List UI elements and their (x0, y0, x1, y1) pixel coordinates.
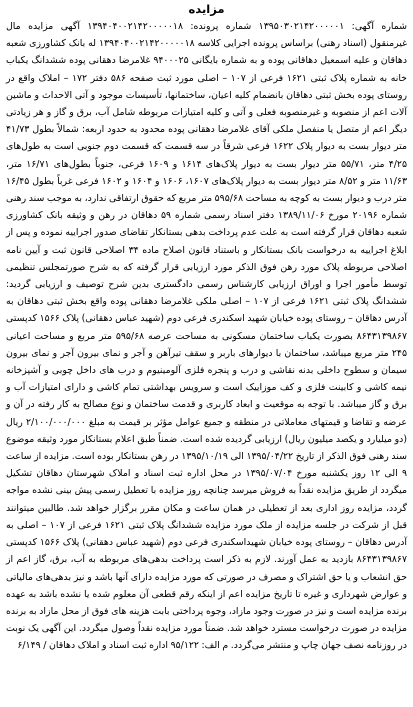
notice-title: مزایده (188, 2, 225, 16)
notice-body: شماره آگهی: ۱۳۹۵۰۳۰۲۱۴۲۰۰۰۰۰۱ شماره پرونده: ۱۳۹۴۰۴۰۰۲۱۴۲۰۰۰۰۰۱۸ آگهی مزایده مال غیرمنقول (اسناد رهنی) براساس پرونده اجرایی کلاسه ۱۳۹۴۰۴۰۰۲۱۴۲۰۰۰۰۰۱۸ له بانک کشاورزی شعبه دهاقان و علیه اسمعیل دهاقانی پوده و به شماره بایگانی ۹۴۰۰۰۲۵ غلامرضا دهقانی پوده ششدانگ یکباب خانه به شماره پلاک ثبتی ۱۶۲۱ فرعی از ۱۰۷ – اصلی مورد ثبت صفحه ۵۸۶ دفتر ۱۷۲ – املاک واقع در روستای پوده بخش ثبتی دهاقان بانضمام کلیه اعیان، ساختمانها، تأسیسات موجود و آتی الاحداث و ماشین آلات اعم از منصوبه و غیرمنصوبه فعلی و آتی و کلیه امتیازات مربوطه شامل آب، برق و گاز و هر زیادتی دیگر اعم از متصل یا منفصل ملکی آقای غلامرضا دهقانی پوده محدود به حدود اربعه: شمالاً بطول ۴۱/۷۳ متر دیوار بست به دیوار پلاک ۱۶۲۲ فرعی شرقاً در سه قسمت که قسمت دوم جنوبی است به طول‌های ۴/۲۵ متر، ۵۵/۷۱ متر دیوار بست به دیوار پلاک‌های ۱۶۱۴ و ۱۶۰۹ فرعی، جنوباً بطول‌های ۱۶/۷۱ متر، ۱۱/۶۳ متر و ۸/۵۲ متر دیوار بست به دیوار پلاک‌های ۱۶۰۷، ۱۶۰۶ و ۱۶۰۴ و ۱۶۰۲ فرعی غرباً بطول ۱۶/۴۵ متر درب و دیوار بست به کوچه به مساحت ۵۹۵/۶۸ متر مربع که حقوق ارتفاقی ندارد، به موجب سند رهنی شماره ۲۰۱۹۶ مورخ ۱۳۸۹/۱۱/۰۶ دفتر اسناد رسمی شماره ۵۹ دهاقان در رهن و وثیقه بانک کشاورزی شعبه دهاقان قرار گرفته است به علت عدم پرداخت بدهی بستانکار تقاضای صدور اجراییه نموده و پس از ابلاغ اجراییه به درخواست بانک بستانکار و باستناد قانون اصلاح ماده ۳۴ اصلاحی قانون ثبت و آیین نامه اصلاحی مربوطه پلاک مورد رهن فوق الذکر مورد ارزیابی قرار گرفته که به شرح صورتمجلس تنظیمی توسط مأمور اجرا و اوراق ارزیابی کارشناس رسمی دادگستری بدین شرح توصیف و ارزیابی گردید: ششدانگ پلاک ثبتی ۱۶۲۱ فرعی از ۱۰۷ – اصلی ملکی غلامرضا دهقانی پوده واقع بخش ثبتی دهاقان به آدرس دهاقان – روستای پوده خیابان شهید اسکندری فرعی دوم (شهید عباس دهقانی) پلاک ۱۵۶۶ کدپستی ۸۶۴۳۱۳۹۸۶۷ بصورت یکباب ساختمان مسکونی به مساحت عرصه ۵۹۵/۶۸ متر مربع و مساحت اعیانی ۲۴۵ متر مربع میباشد، ساختمان با دیوارهای باربر و سقف تیرآهن و آجر و نمای بیرون آجر و نمای بیرون سیمان و سطوح داخلی بدنه نقاشی و درب و پنجره فلزی آلومینیوم و درب های داخل چوبی و آشپزخانه نیمه کاشی و کابینت فلزی و کف موزاییک است و سرویس بهداشتی تمام کاشی و دارای امتیازات آب و برق و گاز میباشد. با توجه به موقعیت و ابعاد کاربری و قدمت ساختمان و نوع مصالح به کار رفته در آن و عرضه و تقاضا و قیمتهای معاملاتی در منطقه و جمیع عوامل مؤثر بر قیمت به مبلغ ۲/۱۰۰/۰۰۰/۰۰۰ ریال (دو میلیارد و یکصد میلیون ریال) ارزیابی گردیده شده است. ضمناً طبق اعلام بستانکار مورد وثیقه موضوع سند رهنی فوق الذکر از تاریخ ۱۳۹۵/۰۴/۲۲ الی ۱۳۹۵/۱۰/۱۹ در رهن بستانکار بوده است. مزایده از ساعت ۹ الی ۱۲ روز یکشنبه مورخ ۱۳۹۵/۰۷/۰۴ در محل اداره ثبت اسناد و املاک شهرستان دهاقان تشکیل میگردد از طریق مزایده نقداً به فروش میرسد چنانچه روز مزایده با تعطیل رسمی پیش بینی نشده مواجه گردد، مزایده روز اداری بعد از تعطیلی در همان ساعت و مکان مقرر برگزار خواهد شد. طالبین میتوانند قبل از شرکت در جلسه مزایده از ملک مورد مزایده ششدانگ پلاک ثبتی ۱۶۲۱ فرعی از ۱۰۷ – اصلی به آدرس دهاقان – روستای پوده خیابان شهیداسکندری فرعی دوم (شهید عباس دهقانی) پلاک ۱۵۶۶ کدپستی ۸۶۴۳۱۳۹۸۶۷ بازدید به عمل آورند. لازم به ذکر است پرداخت بدهی‌های مربوطه به آب، برق، گاز اعم از حق انشعاب و یا حق اشتراک و مصرف در صورتی که مورد مزایده دارای آنها باشد و نیز بدهی‌های مالیاتی و عوارض شهرداری و غیره تا تاریخ مزایده اعم از اینکه رقم قطعی آن معلوم شده یا نشده باشد به عهده برنده مزایده است و نیز در صورت وجود مازاد، وجوه پرداختی بابت هزینه های فوق از محل مازاد به برنده مزایده در صورت درخواست مسترد خواهد شد. ضمناً مورد مزایده نقداً وصول میگردد. این آگهی یک نوبت در روزنامه نصف جهان چاپ و منتشر می‌گردد. م الف: ۹۵/۱۲۲ اداره ثبت اسناد و املاک دهاقان / ۶/۱۴۹ (6, 21, 408, 652)
